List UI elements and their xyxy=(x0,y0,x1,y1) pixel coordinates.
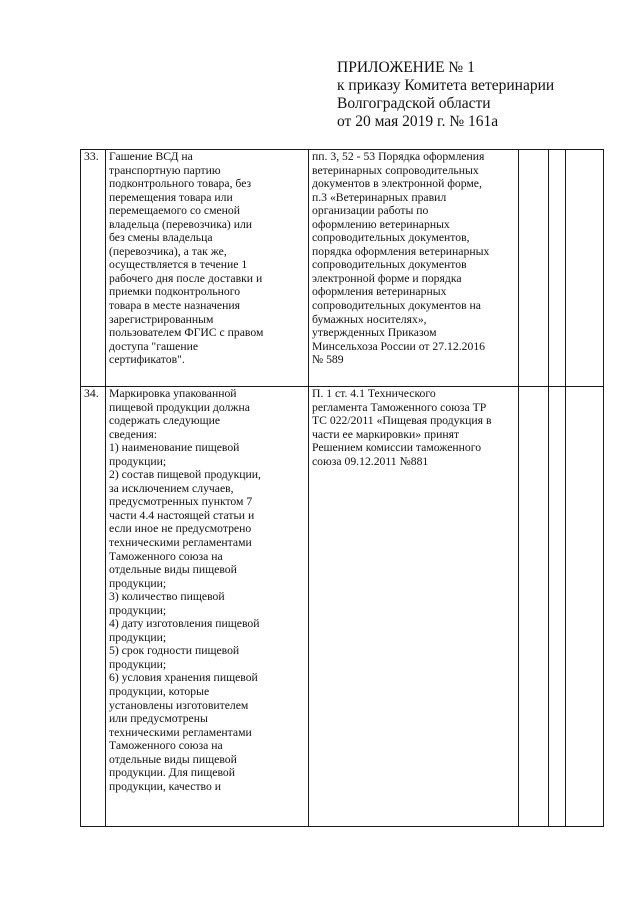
reference-text: пп. 3, 52 - 53 Порядка оформления ветеринарных сопроводительных документов в электронной форме, п.3 «Ветеринарных правил организации работы по оформлению ветеринарных сопроводительных документов, порядка оформления ветеринарных сопроводительных документов электронной форме и порядка оформления ветеринарных сопроводительных документов на бумажных носителях», утвержденных Приказом Минсельхоза России от 27.12.2016 № 589 xyxy=(312,150,490,367)
appendix-order-line: к приказу Комитета ветеринарии xyxy=(337,77,555,94)
empty-cell xyxy=(566,387,604,827)
empty-cell xyxy=(549,387,566,827)
row-number-cell xyxy=(81,150,106,387)
empty-cell xyxy=(519,387,549,827)
appendix-date-line: от 20 мая 2019 г. № 161а xyxy=(337,113,499,130)
table-row xyxy=(81,387,604,827)
requirement-cell xyxy=(106,150,309,387)
requirements-table xyxy=(80,149,604,827)
appendix-header xyxy=(337,59,554,131)
empty-cell xyxy=(549,150,566,387)
reference-cell xyxy=(309,387,519,827)
requirement-text: Гашение ВСД на транспортную партию подконтрольного товара, без перемещения товара или перемещаемого со сменой владельца (перевозчика) или без смены владельца (перевозчика), а так же, осуществляется в течение 1 рабочего дня после доставки и приемки подконтрольного товара в месте назначения зарегистрированным пользователем ФГИС с правом доступа "гашение сертификатов". xyxy=(109,150,264,367)
empty-cell xyxy=(566,150,604,387)
requirement-text: Маркировка упакованной пищевой продукции должна содержать следующие сведения: 1) наименование пищевой продукции; 2) состав пищевой продукции, за исключением случаев, предусмотренных пунктом 7 части 4.4 настоящей статьи и если иное не предусмотрено техническими регламентами Таможенного союза на отдельные виды пищевой продукции; 3) количество пищевой продукции; 4) дату изготовления пищевой продукции; 5) срок годности пищевой продукции; 6) условия хранения пищевой продукции, которые установлены изготовителем или предусмотрены техническими регламентами Таможенного союза на отдельные виды пищевой продукции. Для пищевой продукции, качество и xyxy=(109,387,261,793)
row-number: 33. xyxy=(84,150,99,163)
reference-text: П. 1 ст. 4.1 Технического регламента Таможенного союза ТР ТС 022/2011 «Пищевая продукция в части ее маркировки» принят Решением комиссии таможенного союза 09.12.2011 №881 xyxy=(312,387,492,468)
reference-cell xyxy=(309,150,519,387)
appendix-region-line: Волгоградской области xyxy=(337,95,491,112)
requirement-cell xyxy=(106,387,309,827)
table-row xyxy=(81,150,604,387)
appendix-title: ПРИЛОЖЕНИЕ № 1 xyxy=(337,59,475,76)
row-number-cell xyxy=(81,387,106,827)
empty-cell xyxy=(519,150,549,387)
row-number: 34. xyxy=(84,387,99,400)
